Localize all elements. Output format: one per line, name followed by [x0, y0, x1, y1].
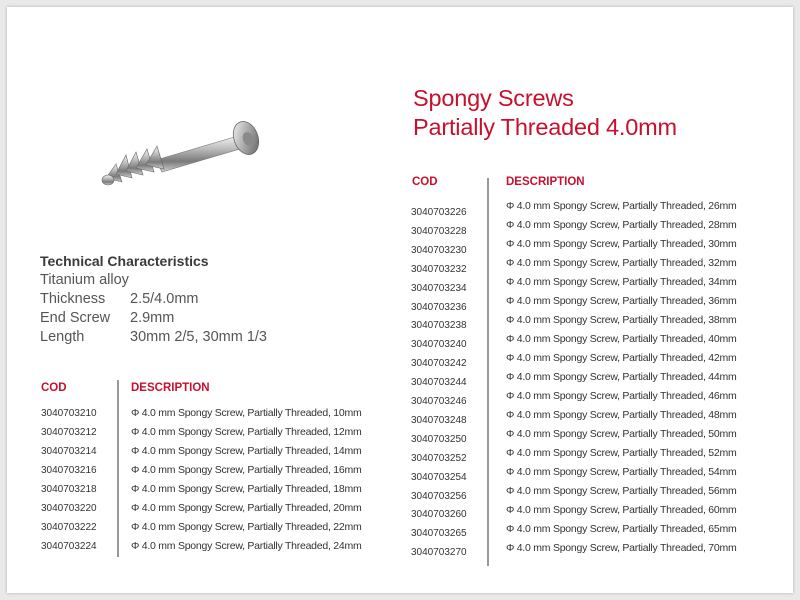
row-code: 3040703228	[411, 225, 467, 237]
row-description: Φ 4.0 mm Spongy Screw, Partially Threaded, 60mm	[506, 504, 737, 516]
row-description: Φ 4.0 mm Spongy Screw, Partially Threaded, 28mm	[506, 219, 737, 231]
row-description: Φ 4.0 mm Spongy Screw, Partially Threaded, 44mm	[506, 371, 737, 383]
row-code: 3040703270	[411, 547, 467, 559]
col-header-description: DESCRIPTION	[131, 382, 210, 394]
column-divider	[117, 380, 119, 557]
row-code: 3040703214	[41, 446, 97, 457]
tech-label: End Screw	[40, 310, 111, 326]
tech-value: 2.9mm	[130, 310, 175, 326]
screw-illustration	[96, 108, 271, 198]
row-code: 3040703212	[41, 427, 97, 438]
tech-row-length	[40, 328, 267, 347]
row-code: 3040703252	[411, 452, 467, 464]
tech-label: Thickness	[40, 291, 106, 307]
row-description: Φ 4.0 mm Spongy Screw, Partially Threaded, 70mm	[506, 542, 737, 554]
row-description: Φ 4.0 mm Spongy Screw, Partially Threaded, 22mm	[131, 521, 362, 533]
tech-label: Length	[40, 329, 85, 345]
row-code: 3040703226	[411, 207, 467, 218]
col-header-code: COD	[41, 382, 67, 394]
row-code: 3040703265	[411, 528, 467, 540]
row-code: 3040703230	[411, 244, 467, 256]
row-code: 3040703242	[411, 358, 467, 370]
row-code: 3040703222	[41, 522, 97, 533]
row-description: Φ 4.0 mm Spongy Screw, Partially Threaded, 38mm	[506, 314, 737, 326]
row-code: 3040703234	[411, 282, 467, 294]
row-code: 3040703210	[41, 408, 97, 419]
row-description: Φ 4.0 mm Spongy Screw, Partially Threaded, 52mm	[506, 447, 737, 459]
row-description: Φ 4.0 mm Spongy Screw, Partially Threaded, 40mm	[506, 333, 737, 345]
row-code: 3040703248	[411, 414, 467, 426]
screw-threads	[102, 146, 164, 185]
row-description: Φ 4.0 mm Spongy Screw, Partially Threaded, 50mm	[506, 428, 737, 440]
tech-row-end-screw	[40, 309, 267, 328]
col-header-code: COD	[412, 176, 438, 188]
row-code: 3040703250	[411, 433, 467, 445]
row-description: Φ 4.0 mm Spongy Screw, Partially Threaded, 36mm	[506, 295, 737, 307]
row-code: 3040703232	[411, 263, 467, 275]
row-description: Φ 4.0 mm Spongy Screw, Partially Threaded, 46mm	[506, 390, 737, 402]
row-description: Φ 4.0 mm Spongy Screw, Partially Threaded, 42mm	[506, 352, 737, 364]
row-description: Φ 4.0 mm Spongy Screw, Partially Threaded, 16mm	[131, 464, 362, 476]
row-description: Φ 4.0 mm Spongy Screw, Partially Threaded, 24mm	[131, 540, 362, 552]
row-code: 3040703244	[411, 377, 467, 389]
row-code: 3040703218	[41, 484, 97, 495]
row-description: Φ 4.0 mm Spongy Screw, Partially Threaded, 18mm	[131, 483, 362, 495]
row-description: Φ 4.0 mm Spongy Screw, Partially Threaded, 12mm	[131, 426, 362, 438]
row-description: Φ 4.0 mm Spongy Screw, Partially Threaded, 56mm	[506, 485, 737, 497]
title-line-2: Partially Threaded 4.0mm	[413, 114, 677, 140]
row-code: 3040703260	[411, 509, 467, 521]
row-code: 3040703224	[41, 541, 97, 552]
screw-shaft	[156, 136, 243, 172]
row-code: 3040703240	[411, 339, 467, 351]
row-code: 3040703216	[41, 465, 97, 476]
row-description: Φ 4.0 mm Spongy Screw, Partially Threaded, 32mm	[506, 257, 737, 269]
technical-characteristics	[40, 253, 267, 347]
row-description: Φ 4.0 mm Spongy Screw, Partially Threaded, 34mm	[506, 276, 737, 288]
col-header-description: DESCRIPTION	[506, 176, 585, 188]
row-code: 3040703236	[411, 301, 467, 313]
row-code: 3040703254	[411, 471, 467, 483]
screw-head	[229, 118, 263, 158]
row-description: Φ 4.0 mm Spongy Screw, Partially Threaded, 48mm	[506, 409, 737, 421]
row-description: Φ 4.0 mm Spongy Screw, Partially Threaded, 65mm	[506, 523, 737, 535]
row-code: 3040703220	[41, 503, 97, 514]
row-code: 3040703238	[411, 320, 467, 332]
column-divider	[487, 178, 489, 566]
tech-value: 30mm 2/5, 30mm 1/3	[130, 329, 267, 345]
row-description: Φ 4.0 mm Spongy Screw, Partially Threaded, 54mm	[506, 466, 737, 478]
row-code: 3040703256	[411, 490, 467, 502]
tech-value: 2.5/4.0mm	[130, 291, 199, 307]
tech-heading: Technical Characteristics	[40, 253, 209, 269]
row-description: Φ 4.0 mm Spongy Screw, Partially Threaded, 20mm	[131, 502, 362, 514]
tech-material: Titanium alloy	[40, 272, 129, 288]
title-line-1: Spongy Screws	[413, 85, 574, 111]
row-description: Φ 4.0 mm Spongy Screw, Partially Threaded, 10mm	[131, 407, 362, 419]
row-description: Φ 4.0 mm Spongy Screw, Partially Threaded, 14mm	[131, 445, 362, 457]
row-description: Φ 4.0 mm Spongy Screw, Partially Threaded, 30mm	[506, 238, 737, 250]
row-code: 3040703246	[411, 396, 467, 407]
row-description: Φ 4.0 mm Spongy Screw, Partially Threaded, 26mm	[506, 200, 737, 212]
tech-row-thickness	[40, 290, 267, 309]
page-title	[413, 84, 677, 142]
